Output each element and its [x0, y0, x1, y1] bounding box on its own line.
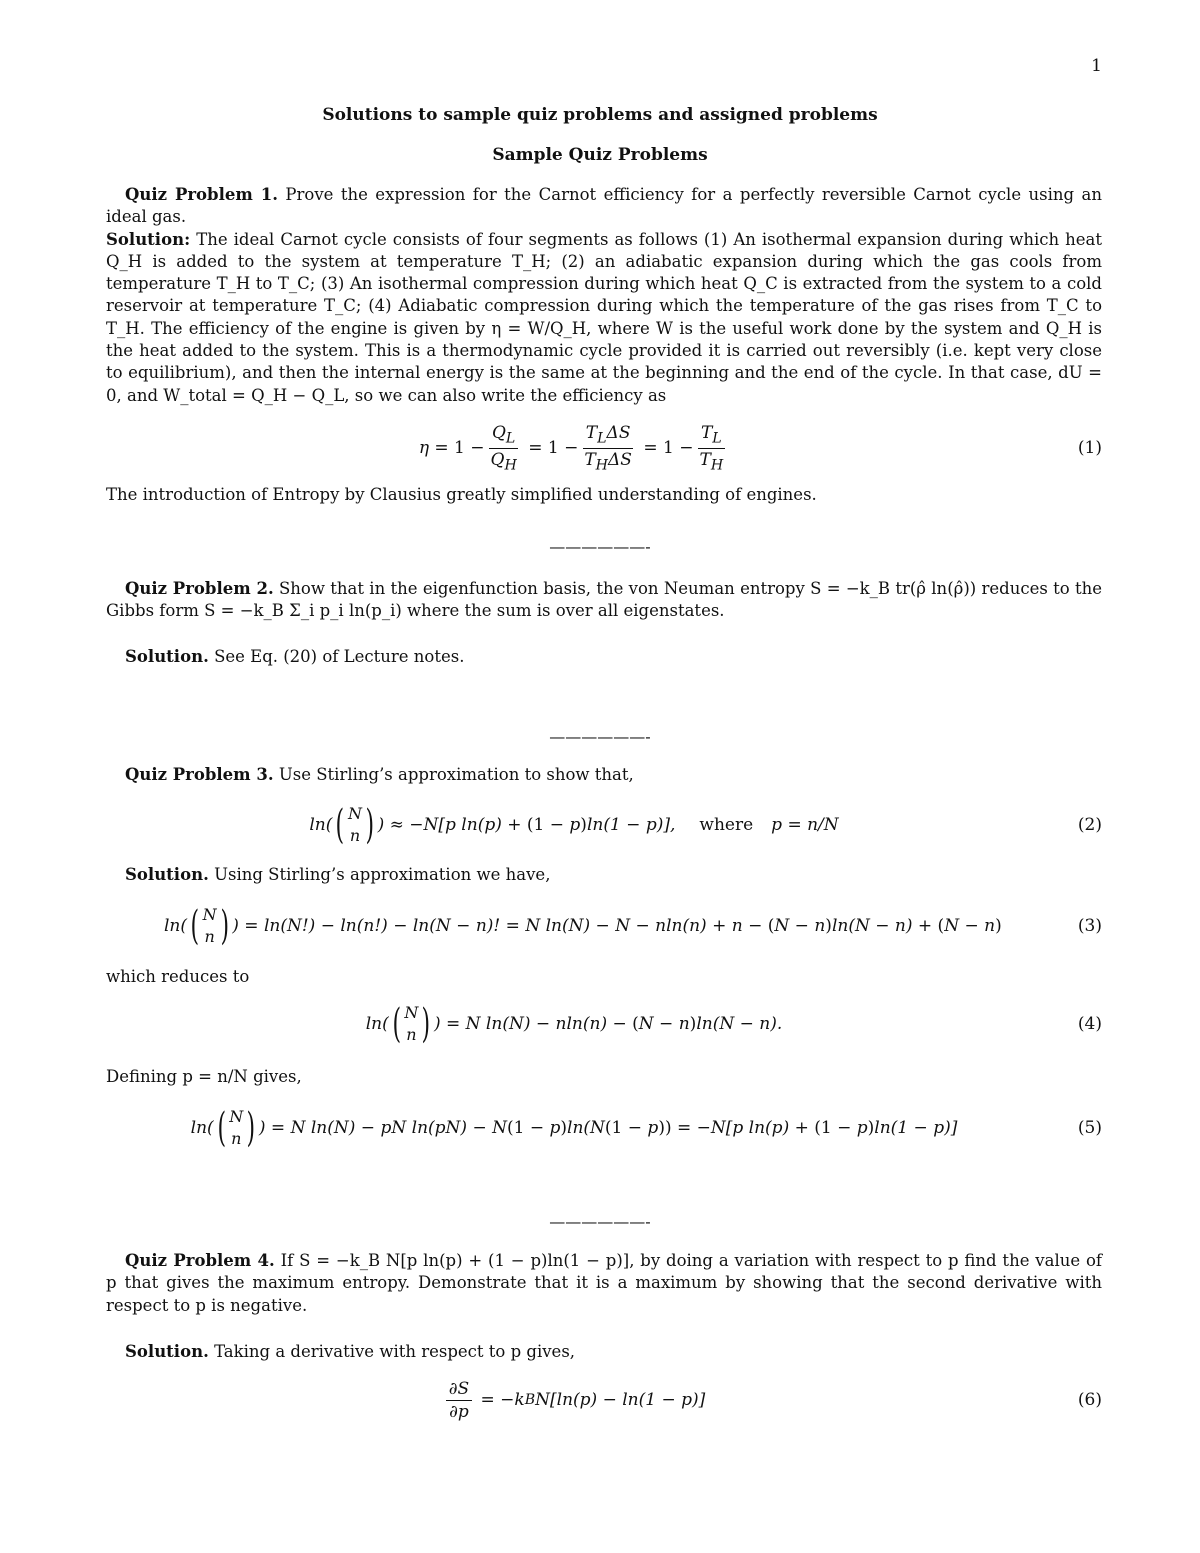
equation-number: (5)	[1077, 1118, 1102, 1138]
quiz-problem-1	[106, 184, 1102, 407]
problem-label: Quiz Problem 2.	[125, 579, 274, 598]
problem-text: Prove the expression for the Carnot efficiency for a perfectly reversible Carnot cycle using an ideal gas.	[106, 185, 1102, 227]
problem-text: Show that in the eigenfunction basis, the von Neuman entropy S = −k_B tr(ρ̂ ln(ρ̂)) reduces to the Gibbs form S = −k_B Σ_i p_i ln(p_i) where the sum is over all eigenstates.	[106, 579, 1102, 621]
solution-2	[106, 646, 1102, 668]
equation-2	[106, 795, 1102, 855]
equation-body: ln( ( N n ) ) = ln(N!) − ln(n!) − ln(N − n)! = N ln(N) − N − nln(n) + n − ( N − n ) ln(N − n) + ( N − n )	[164, 903, 1002, 949]
document-title: Solutions to sample quiz problems and assigned problems	[322, 105, 878, 125]
separator: ——————-	[549, 537, 651, 556]
solution-text: See Eq. (20) of Lecture notes.	[208, 647, 465, 666]
solution-text: The ideal Carnot cycle consists of four segments as follows (1) An isothermal expansion during which heat Q_H is added to the system at temperature T_H; (2) an adiabatic expansion during which the gas cools from temperature T_H to T_C; (3) An isothermal compression during which heat Q_C is extracted from the system to a cold reservoir at temperature T_C; (4) Adiabatic compression during which the temperature of the gas rises from T_C to T_H. The efficiency of the engine is given by η = W/Q_H, where W is the useful work done by the system and Q_H is the heat added to the system. This is a thermodynamic cycle provided it is carried out reversibly (i.e. kept very close to equilibrium), and then the internal energy is the same at the beginning and the end of the cycle. In that case, dU = 0, and W_total = Q_H − Q_L, so we can also write the efficiency as	[106, 229, 1102, 405]
solution-label: Solution.	[125, 865, 209, 884]
problem-text: If S = −k_B N[p ln(p) + (1 − p)ln(1 − p)], by doing a variation with respect to p find the value of p that gives the maximum entropy. Demonstrate that it is a maximum by showing that the second derivative with respect to p is negative.	[106, 1251, 1102, 1315]
solution-text: Using Stirling’s approximation we have,	[208, 865, 551, 884]
equation-4	[106, 994, 1102, 1054]
solution-text: Taking a derivative with respect to p gives,	[208, 1342, 576, 1361]
solution-3	[106, 864, 1102, 886]
equation-body: η = 1 − $\frac{Q_L}{Q_H}$ = 1 − $\frac{T_L\Delta S}{T_H\Delta S}$ = 1 − $\frac{T_L}{T_H}$	[418, 423, 724, 473]
equation-1	[106, 418, 1102, 478]
quiz-problem-3	[106, 764, 1102, 786]
solution-label: Solution:	[106, 229, 191, 249]
quiz-problem-2	[106, 578, 1102, 623]
equation-body: $\frac{\partial S}{\partial p}$ = − k B N[ln(p) − ln(1 − p)]	[106, 1370, 1042, 1430]
paragraph-defining: Defining p = n/N gives,	[106, 1067, 302, 1086]
section-title: Sample Quiz Problems	[492, 145, 708, 165]
separator: ——————-	[549, 727, 651, 746]
problem-label: Quiz Problem 4.	[125, 1251, 275, 1270]
equation-6	[106, 1370, 1102, 1430]
equation-body: ln( ( N n ) ) ≈ − N[p ln(p) + (1 − p ) ln(1 − p)], where p = n/N	[309, 802, 839, 848]
problem-label: Quiz Problem 1.	[125, 185, 278, 204]
paragraph-which-reduces: which reduces to	[106, 967, 250, 986]
equation-body: ln( ( N n ) ) = N ln(N) − pN ln(pN) − N (1 − p ) ln(N (1 − p )) = − N[p ln(p) + (1 − p ) ln(1 − p)]	[190, 1105, 958, 1151]
paragraph-entropy-note: The introduction of Entropy by Clausius greatly simplified understanding of engines.	[106, 485, 817, 504]
equation-number: (3)	[1077, 916, 1102, 936]
solution-label: Solution.	[125, 647, 209, 666]
where-label: where	[699, 815, 754, 835]
problem-text: Use Stirling’s approximation to show that,	[273, 765, 634, 784]
problem-label: Quiz Problem 3.	[125, 765, 274, 784]
equation-3	[106, 896, 1102, 956]
solution-4	[106, 1341, 1102, 1363]
equation-number: (1)	[1077, 438, 1102, 458]
equation-number: (4)	[1077, 1014, 1102, 1034]
equation-number: (6)	[1077, 1390, 1102, 1410]
page-number: 1	[1091, 56, 1102, 76]
equation-5	[106, 1098, 1102, 1158]
quiz-problem-4	[106, 1250, 1102, 1317]
equation-number: (2)	[1077, 815, 1102, 835]
solution-label: Solution.	[125, 1342, 209, 1361]
equation-body: ln( ( N n ) ) = N ln(N) − nln(n) − ( N − n ) ln(N − n).	[365, 1001, 783, 1047]
separator: ——————-	[549, 1212, 651, 1231]
